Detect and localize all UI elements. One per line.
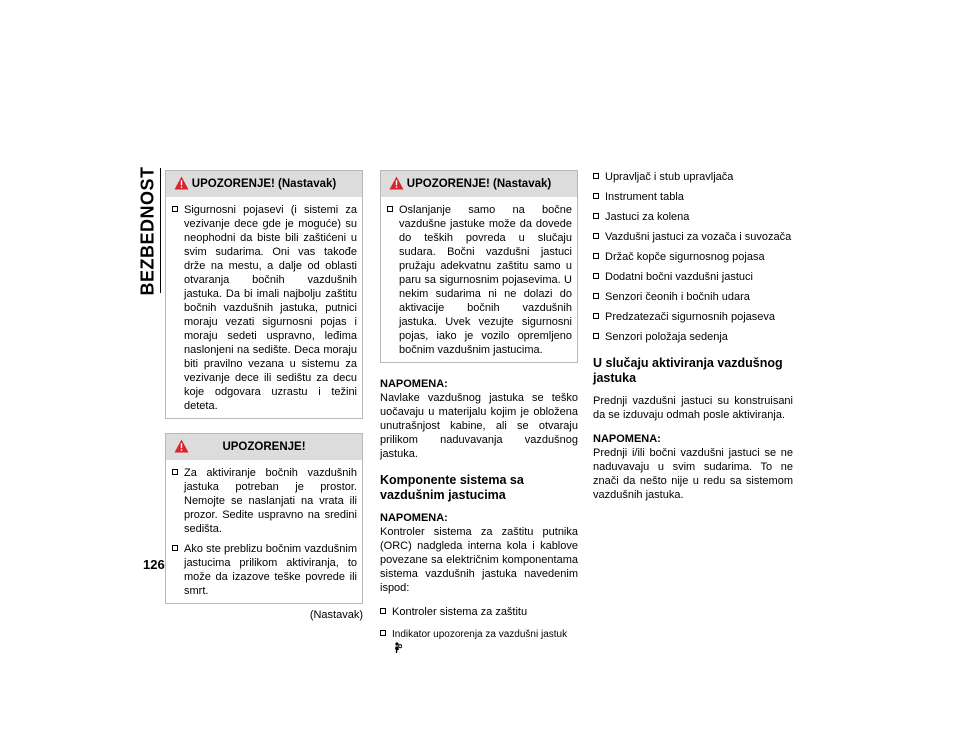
note-block [593, 432, 793, 502]
list-item [593, 210, 793, 224]
warning-body [166, 197, 362, 418]
note-title: NAPOMENA: [380, 378, 448, 390]
square-bullet-icon [380, 608, 386, 614]
list-item [593, 190, 793, 204]
square-bullet-icon [593, 273, 599, 279]
square-bullet-icon [380, 630, 386, 636]
list-item [593, 230, 793, 244]
warning-bullet-text: Oslanjanje samo na bočne vazdušne jastuke može da dovede do teških povreda u slučaju sudara. Bočni vazdušni jastuci pružaju adekvatnu zaštitu samo u paru sa sigurnosnim pojasevima. U nekim sudarima ni ne dolazi do aktivacije bočnih vazdušnih jastuka. Uvek vezujte sigurnosni pojas, iako je vozilo opremljeno bočnim vazdušnim jastucima. [399, 204, 572, 356]
list-item-text: Držač kopče sigurnosnog pojasa [605, 251, 765, 263]
note-title: NAPOMENA: [593, 433, 661, 445]
square-bullet-icon [593, 233, 599, 239]
list-item-text: Jastuci za kolena [605, 211, 690, 223]
list-item-text: Instrument tabla [605, 191, 684, 203]
square-bullet-icon [593, 333, 599, 339]
warning-bullet [171, 203, 357, 413]
column-2 [380, 170, 578, 662]
note-text: Prednji i/ili bočni vazdušni jastuci se ne naduvavaju u svim sudarima. To ne znači da nešto nije u redu sa sistemom vazdušnih jastuka. [593, 447, 793, 501]
continued-label: (Nastavak) [309, 609, 363, 621]
side-tab [137, 165, 159, 296]
list-item [593, 170, 793, 184]
warning-header [381, 171, 577, 197]
side-divider [160, 168, 161, 293]
list-item [593, 270, 793, 284]
warning-box [165, 433, 363, 604]
warning-box-continued [380, 170, 578, 363]
list-item-text: Senzori čeonih i bočnih udara [605, 291, 750, 303]
warning-triangle-icon [174, 176, 189, 190]
note-block [380, 511, 578, 595]
list-item [593, 330, 793, 344]
warning-body [381, 197, 577, 362]
page-number: 126 [143, 557, 165, 572]
warning-bullet [171, 542, 357, 598]
warning-bullet [171, 466, 357, 536]
list-item [380, 627, 578, 656]
warning-bullet-text: Sigurnosni pojasevi (i sistemi za vezivanje dece gde je moguće) su neophodni da biste bili zaštićeni u svim sudarima. Oni vas takođe drže na mestu, a dalje od oblasti otvaranja bočnih vazdušnih jastuka. Da bi imali najbolju zaštitu bočnih vazdušnih jastuka, putnici moraju vezati sigurnosni pojas i moraju sedeti uspravno, leđima naslonjeni na sedište. Deca moraju biti pravilno vezana u sistemu za vezivanje dece ili sedištu za decu koje odgovara uzrastu i težini deteta. [184, 204, 357, 412]
warning-title: UPOZORENJE! (Nastavak) [406, 178, 552, 190]
list-item [380, 605, 578, 619]
list-item [593, 290, 793, 304]
component-list [593, 170, 793, 344]
section-title: Komponente sistema sa vazdušnim jastucima [380, 473, 524, 502]
square-bullet-icon [593, 253, 599, 259]
warning-header [166, 434, 362, 460]
note-text: Navlake vazdušnog jastuka se teško uočavaju u materijalu kojim je obložena unutrašnjost kabine, ali se otvaraju prilikom naduvavanja vazdušnog jastuka. [380, 392, 578, 460]
warning-bullet [386, 203, 572, 357]
square-bullet-icon [593, 313, 599, 319]
side-tab-label: BEZBEDNOST [137, 165, 158, 296]
warning-title: UPOZORENJE! [222, 441, 306, 453]
square-bullet-icon [172, 545, 178, 551]
warning-box-continued [165, 170, 363, 419]
warning-title: UPOZORENJE! (Nastavak) [191, 178, 337, 190]
square-bullet-icon [172, 469, 178, 475]
list-item [593, 310, 793, 324]
list-item [593, 250, 793, 264]
list-item-text: Predzatezači sigurnosnih pojaseva [605, 311, 775, 323]
list-item-text: Upravljač i stub upravljača [605, 171, 734, 183]
warning-bullet-text: Za aktiviranje bočnih vazdušnih jastuka potreban je prostor. Nemojte se naslanjati na vrata ili prozor. Sedite uspravno na sredini sedišta. [184, 467, 357, 535]
warning-triangle-icon [389, 176, 404, 190]
paragraph: Prednji vazdušni jastuci su konstruisani da se izduvaju odmah posle aktiviranja. [593, 395, 793, 421]
list-item-text: Dodatni bočni vazdušni jastuci [605, 271, 753, 283]
list-item-text: Kontroler sistema za zaštitu [392, 606, 528, 618]
square-bullet-icon [593, 293, 599, 299]
square-bullet-icon [593, 173, 599, 179]
list-item-text: Indikator upozorenja za vazdušni jastuk [392, 629, 568, 640]
square-bullet-icon [593, 193, 599, 199]
column-3 [593, 170, 793, 512]
list-item-text: Senzori položaja sedenja [605, 331, 728, 343]
square-bullet-icon [172, 206, 178, 212]
square-bullet-icon [387, 206, 393, 212]
warning-body [166, 460, 362, 603]
warning-bullet-text: Ako ste preblizu bočnim vazdušnim jastucima prilikom aktiviranja, to može da izazove teške povrede ili smrt. [184, 543, 357, 597]
note-block [380, 377, 578, 461]
column-1 [165, 170, 363, 622]
warning-triangle-icon [174, 439, 189, 453]
note-title: NAPOMENA: [380, 512, 448, 524]
square-bullet-icon [593, 213, 599, 219]
airbag-person-icon [392, 642, 402, 654]
section-title: U slučaju aktiviranja vazdušnog jastuka [593, 356, 783, 385]
list-item-text: Vazdušni jastuci za vozača i suvozača [605, 231, 792, 243]
note-text: Kontroler sistema za zaštitu putnika (ORC) nadgleda interna kola i kablove povezane sa električnim komponentama sistema vazdušnih jastuka navedenim ispod: [380, 526, 578, 594]
warning-header [166, 171, 362, 197]
